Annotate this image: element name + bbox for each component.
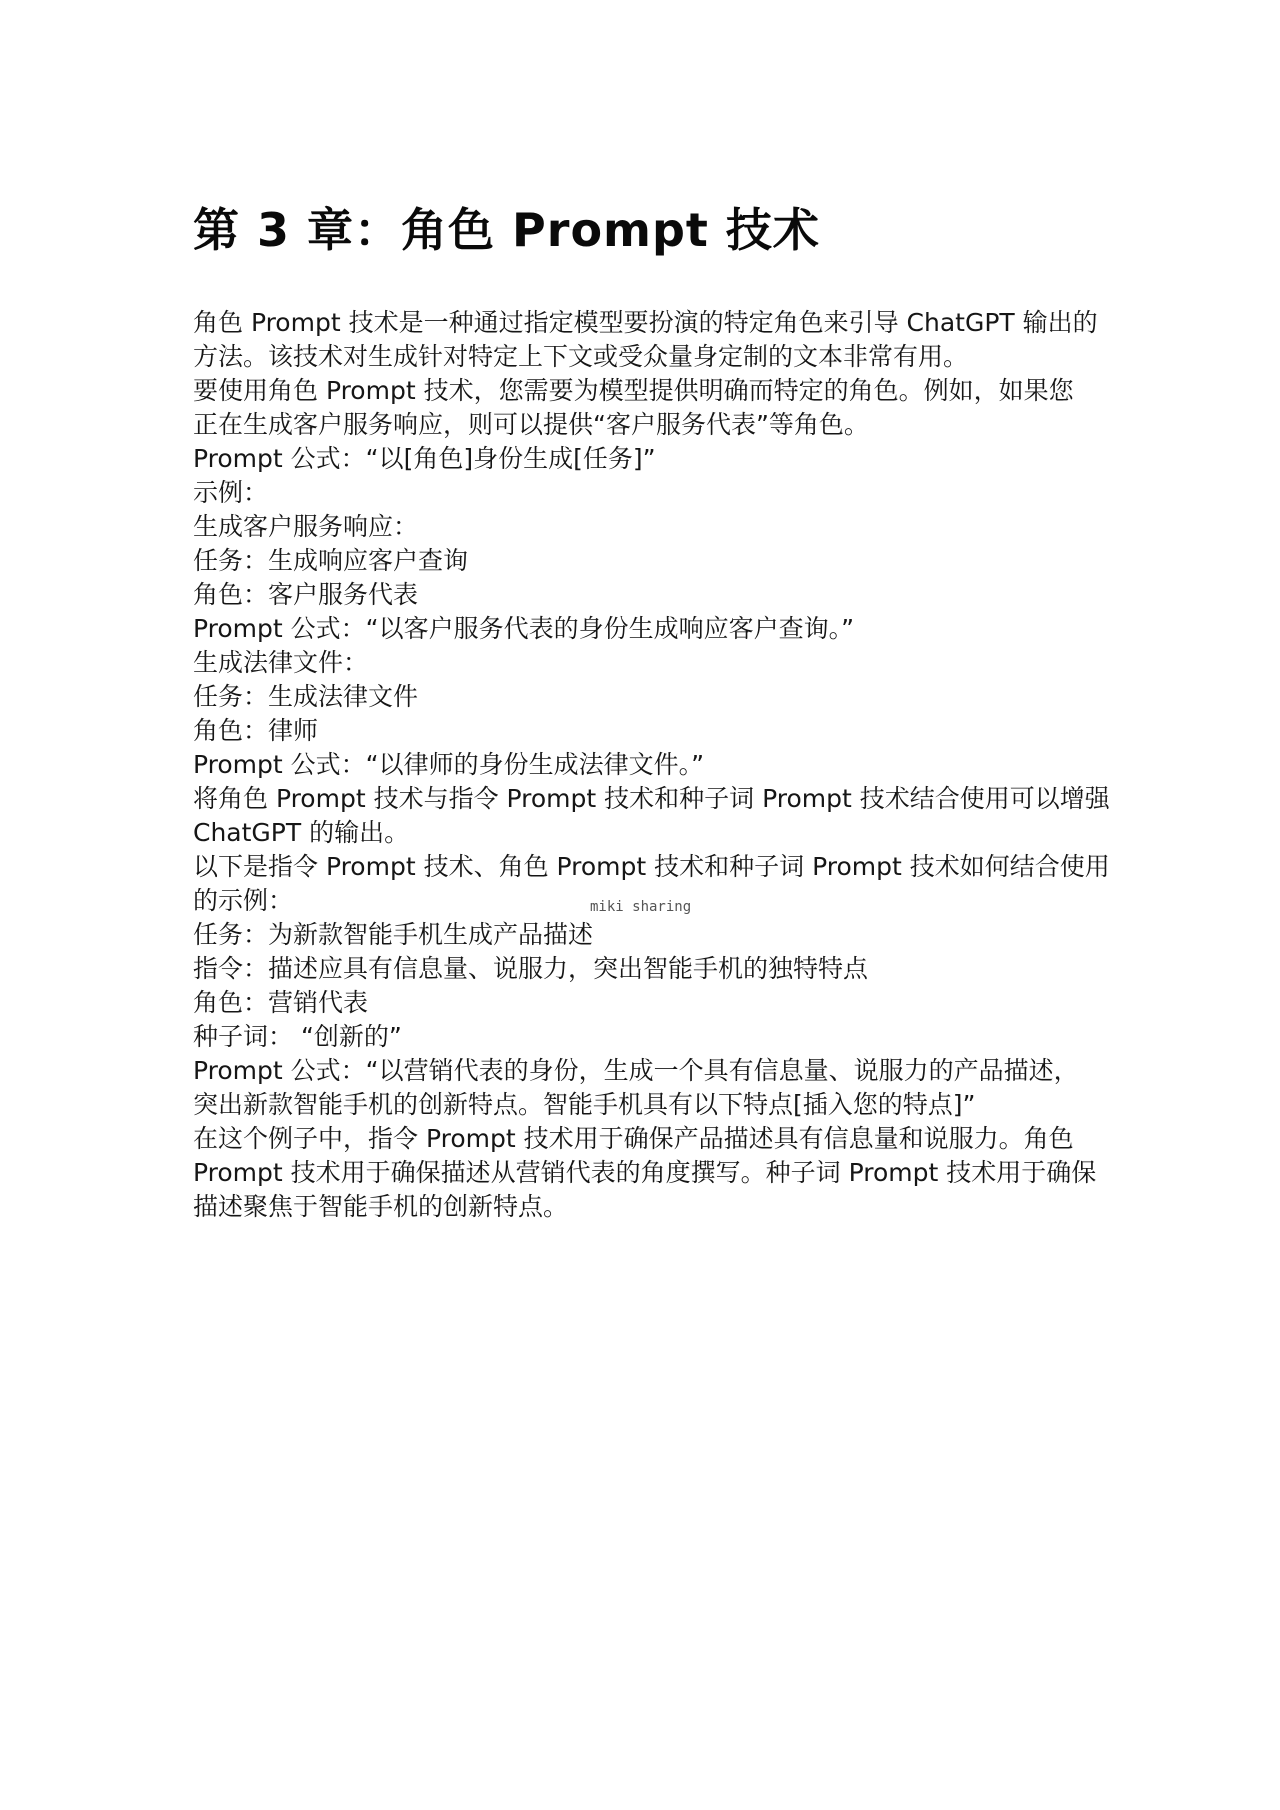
body-line: 任务：生成响应客户查询 [193,546,469,575]
body-line: 角色：客户服务代表 [193,580,419,609]
body-line: 生成法律文件： [193,648,369,677]
body-line: Prompt 公式：“以客户服务代表的身份生成响应客户查询。” [193,614,855,643]
body-line: 指令：描述应具有信息量、说服力，突出智能手机的独特特点 [193,954,869,983]
body-line: Prompt 公式：“以律师的身份生成法律文件。” [193,750,705,779]
body-line: 任务：生成法律文件 [193,682,419,711]
watermark-text: miki sharing [590,899,692,915]
body-line: 角色：营销代表 [193,988,369,1017]
body-line: 突出新款智能手机的创新特点。智能手机具有以下特点[插入您的特点]” [193,1090,976,1119]
body-line: 正在生成客户服务响应，则可以提供“客户服务代表”等角色。 [193,410,869,439]
chapter-body [193,306,1110,1224]
body-line: 描述聚焦于智能手机的创新特点。 [193,1192,569,1221]
body-line: 的示例： [193,886,294,915]
body-line: 种子词： “创新的” [193,1022,402,1051]
body-line: 生成客户服务响应： [193,512,419,541]
body-line: ChatGPT 的输出。 [193,818,410,847]
body-line: 任务：为新款智能手机生成产品描述 [193,920,594,949]
body-line: 将角色 Prompt 技术与指令 Prompt 技术和种子词 Prompt 技术结合使用可以增强 [193,784,1110,813]
body-line: 角色 Prompt 技术是一种通过指定模型要扮演的特定角色来引导 ChatGPT 输出的 [193,308,1098,337]
body-line: Prompt 技术用于确保描述从营销代表的角度撰写。种子词 Prompt 技术用于确保 [193,1158,1097,1187]
body-line: 要使用角色 Prompt 技术，您需要为模型提供明确而特定的角色。例如，如果您 [193,376,1074,405]
body-line: Prompt 公式：“以[角色]身份生成[任务]” [193,444,656,473]
body-line: Prompt 公式：“以营销代表的身份，生成一个具有信息量、说服力的产品描述， [193,1056,1079,1085]
body-line: 在这个例子中，指令 Prompt 技术用于确保产品描述具有信息量和说服力。角色 [193,1124,1074,1153]
body-line: 示例： [193,478,269,507]
body-line: 角色：律师 [193,716,319,745]
body-line: 以下是指令 Prompt 技术、角色 Prompt 技术和种子词 Prompt 技术如何结合使用 [193,852,1110,881]
chapter-title: 第 3 章：角色 Prompt 技术 [193,203,820,257]
body-line: 方法。该技术对生成针对特定上下文或受众量身定制的文本非常有用。 [193,342,969,371]
